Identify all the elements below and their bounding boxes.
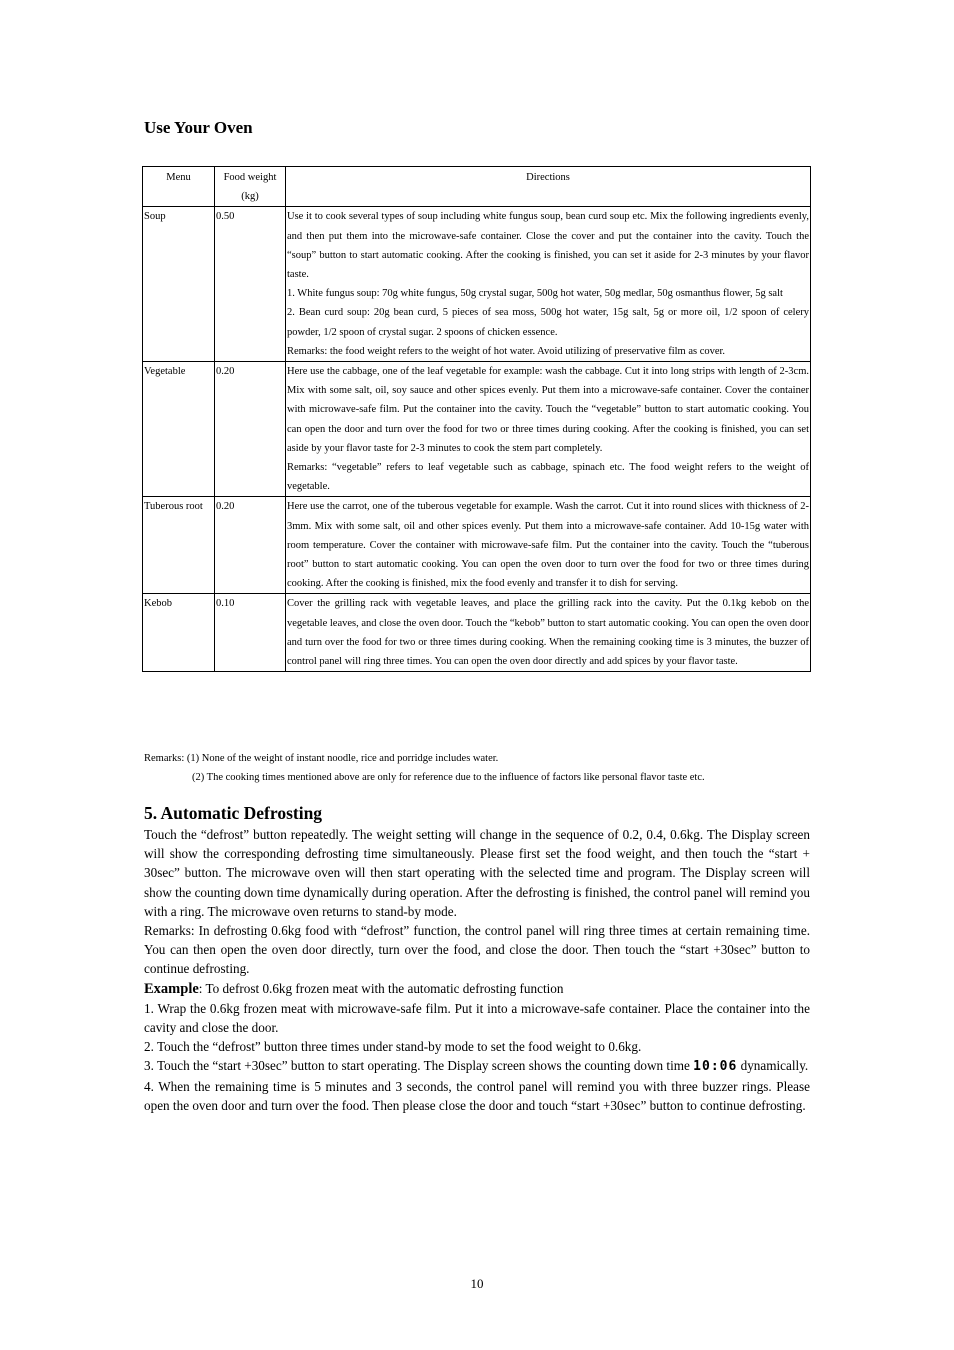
step-2: 2. Touch the “defrost” button three times under stand-by mode to set the food weight to 0.6kg.	[144, 1039, 642, 1055]
directions-paragraph: Here use the carrot, one of the tuberous vegetable for example. Wash the carrot. Cut it into round slices with thickness of 2-3mm. Mix with some salt, oil and other spices evenly. Put them into a microwave-safe container. Add 10-15g water with room temperature. Cover the container with microwave-safe film. Put the container into the cavity. Touch the “tuberous root” button to start automatic cooking. You can open the oven door to turn over the food for two or three times during cooking. After the cooking is finished, mix the food evenly and transfer it to dish for serving.	[287, 501, 809, 590]
remark-line-1: Remarks: (1) None of the weight of instant noodle, rice and porridge includes water.	[144, 753, 499, 764]
auto-menu-table	[142, 166, 811, 672]
directions-cell	[286, 594, 811, 672]
table-header-row	[143, 167, 811, 207]
table-row	[143, 207, 811, 362]
section-paragraph: Touch the “defrost” button repeatedly. The weight setting will change in the sequence of 0.2, 0.4, 0.6kg. The Display screen will show the corresponding defrosting time simultaneously. Please first set the food weight, and then touch the “start + 30sec” button. The microwave oven will then start operating with the selected time and program. The Display screen will show the counting down time dynamically during operation. After the defrosting is finished, the control panel will remind you with a ring. The microwave oven returns to stand-by mode.	[144, 827, 810, 919]
step-1: 1. Wrap the 0.6kg frozen meat with microwave-safe film. Put it into a microwave-safe container. Place the container into the cavity and close the door.	[144, 1000, 810, 1036]
header-menu: Menu	[143, 167, 215, 207]
weight-cell: 0.10	[215, 594, 286, 672]
header-food-weight: Food weight (kg)	[215, 167, 286, 207]
menu-cell: Vegetable	[143, 362, 215, 497]
display-readout: 10:06	[693, 1059, 738, 1075]
header-directions: Directions	[286, 167, 811, 207]
step-3-suffix: dynamically.	[737, 1058, 809, 1074]
weight-cell: 0.50	[215, 207, 286, 362]
weight-cell: 0.20	[215, 497, 286, 594]
section-title: 5. Automatic Defrosting	[144, 803, 323, 823]
directions-cell	[286, 362, 811, 497]
example-line	[144, 979, 810, 999]
step-4: 4. When the remaining time is 5 minutes and 3 seconds, the control panel will remind you with three buzzer rings. Please open the oven door and turn over the food. Then please close the door and touch “start +30sec” button to continue defrosting.	[144, 1078, 810, 1113]
table-row	[143, 594, 811, 672]
directions-paragraph: 2. Bean curd soup: 20g bean curd, 5 pieces of sea moss, 500g hot water, 15g salt, 5g or more oil, 1/2 spoon of celery powder, 1/2 spoon of crystal sugar. 2 spoons of chicken essence.	[287, 307, 809, 338]
directions-paragraph: Remarks: “vegetable” refers to leaf vegetable such as cabbage, spinach etc. The food weight refers to the weight of vegetable.	[287, 462, 809, 493]
step-3-text: 3. Touch the “start +30sec” button to start operating. The Display screen shows the counting down time	[144, 1058, 690, 1074]
directions-paragraph: 1. White fungus soup: 70g white fungus, 50g crystal sugar, 500g hot water, 50g medlar, 50g osmanthus flower, 5g salt	[287, 288, 783, 300]
page-number: 10	[470, 1276, 484, 1291]
page-heading: Use Your Oven	[144, 118, 253, 137]
menu-cell: Tuberous root	[143, 497, 215, 594]
directions-paragraph: Use it to cook several types of soup including white fungus soup, bean curd soup etc. Mix the following ingredients evenly, and then put them into the microwave-safe container. Close the cover and put the container into the cavity. Touch the “soup” button to start automatic cooking. After the cooking is finished, you can set it aside for 2-3 minutes by your flavor taste.	[287, 211, 809, 281]
step-3	[144, 1056, 810, 1076]
automatic-defrosting-section	[144, 802, 810, 1115]
menu-cell: Soup	[143, 207, 215, 362]
directions-paragraph: Remarks: the food weight refers to the weight of hot water. Avoid utilizing of preservative film as cover.	[287, 345, 726, 357]
example-label: Example	[144, 980, 199, 997]
directions-paragraph: Cover the grilling rack with vegetable leaves, and place the grilling rack into the cavity. Put the 0.1kg kebob on the vegetable leaves, and close the oven door. Touch the “kebob” button to start automatic cooking. You can open the oven door and turn over the food for two or three times during cooking. When the remaining cooking time is 3 minutes, the buzzer of control panel will ring three times. You can open the oven door directly and add spices by your flavor taste.	[287, 598, 809, 668]
directions-paragraph: Here use the cabbage, one of the leaf vegetable for example: wash the cabbage. Cut it into long strips with length of 2-3cm. Mix with some salt, oil, soy sauce and other spices evenly. Put them into a microwave-safe container. Cover the container with microwave-safe film. Put the container into the cavity. Touch the “vegetable” button to start automatic cooking. You can open the door and turn over the food for two or three times during cooking. After the cooking is finished, you can set aside by your flavor taste for 2-3 minutes to cook the stem part completely.	[287, 366, 809, 454]
table-row	[143, 497, 811, 594]
menu-cell: Kebob	[143, 594, 215, 672]
example-text: : To defrost 0.6kg frozen meat with the automatic defrosting function	[198, 980, 564, 996]
directions-cell	[286, 207, 811, 362]
section-remarks: Remarks: In defrosting 0.6kg food with “defrost” function, the control panel will ring three times at certain remaining time. You can then open the oven door directly, turn over the food, and close the door. Then touch the “start +30sec” button to continue defrosting.	[144, 923, 810, 977]
weight-cell: 0.20	[215, 362, 286, 497]
table-row	[143, 362, 811, 497]
table-remarks	[144, 749, 824, 787]
remark-line-2: (2) The cooking times mentioned above are only for reference due to the influence of factors like personal flavor taste etc.	[192, 772, 705, 784]
directions-cell	[286, 497, 811, 594]
